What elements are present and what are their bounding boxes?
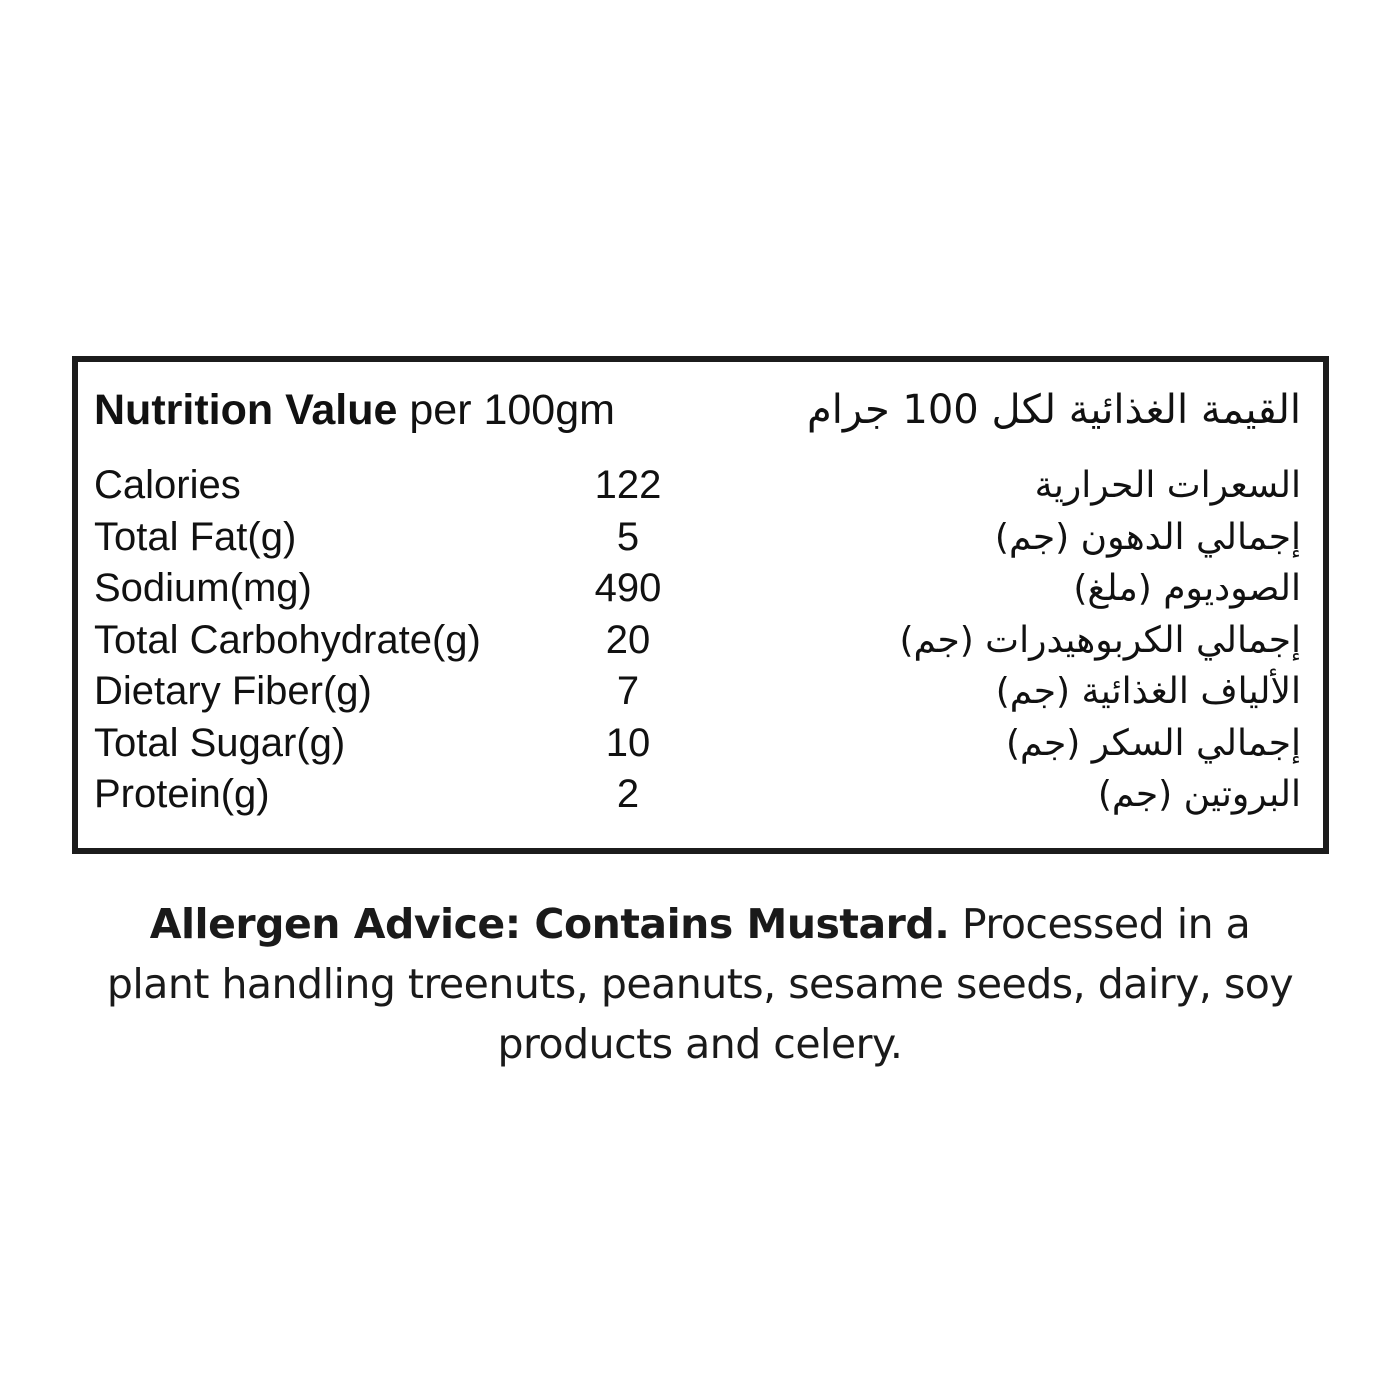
- allergen-advice-bold: Allergen Advice: Contains Mustard.: [149, 900, 950, 948]
- nutrition-row-protein: [94, 769, 1301, 821]
- nutrient-label-arabic: إجمالي الدهون (جم): [994, 516, 1301, 558]
- nutrient-label-arabic: السعرات الحرارية: [1034, 465, 1301, 506]
- nutrient-value: 7: [616, 669, 640, 713]
- allergen-advice-text: Processed in a plant handling treenuts, peanuts, sesame seeds, dairy, soy products and celery.: [106, 900, 1294, 1068]
- nutrition-row-total-carbohydrate: [94, 615, 1301, 667]
- nutrition-row-calories: [94, 460, 1301, 512]
- nutrient-label: Sodium(mg): [94, 566, 312, 610]
- nutrient-label: Total Fat(g): [94, 514, 297, 559]
- nutrition-row-total-fat: [94, 512, 1301, 564]
- nutrient-value: 490: [594, 566, 662, 610]
- nutrition-header: [94, 382, 1301, 438]
- nutrition-panel: [72, 356, 1329, 854]
- nutrient-label-arabic: إجمالي الكربوهيدرات (جم): [899, 619, 1301, 661]
- nutrient-label: Total Sugar(g): [94, 720, 346, 765]
- nutrient-value: 2: [616, 772, 640, 816]
- nutrition-title-rest: per 100gm: [409, 386, 615, 434]
- nutrient-value: 10: [605, 720, 651, 765]
- nutrition-row-sodium: [94, 563, 1301, 615]
- nutrition-row-dietary-fiber: [94, 666, 1301, 718]
- nutrient-label-arabic: إجمالي السكر (جم): [1005, 722, 1301, 764]
- nutrient-label: Calories: [94, 463, 241, 507]
- nutrient-label: Protein(g): [94, 772, 270, 816]
- allergen-advice: [100, 894, 1300, 1074]
- nutrition-title-arabic: القيمة الغذائية لكل 100 جرام: [807, 387, 1301, 433]
- nutrient-label-arabic: البروتين (جم): [1097, 774, 1301, 815]
- nutrient-value: 122: [594, 463, 662, 507]
- nutrient-value: 5: [616, 514, 640, 559]
- nutrient-label-arabic: الألياف الغذائية (جم): [995, 671, 1301, 712]
- nutrition-title: [94, 382, 615, 438]
- nutrition-title-bold: Nutrition Value: [94, 386, 398, 434]
- nutrient-label: Total Carbohydrate(g): [94, 617, 481, 662]
- nutrient-label-arabic: الصوديوم (ملغ): [1073, 568, 1301, 609]
- nutrition-row-total-sugar: [94, 718, 1301, 770]
- nutrient-value: 20: [605, 617, 651, 662]
- nutrition-rows: [94, 460, 1301, 821]
- nutrient-label: Dietary Fiber(g): [94, 669, 372, 713]
